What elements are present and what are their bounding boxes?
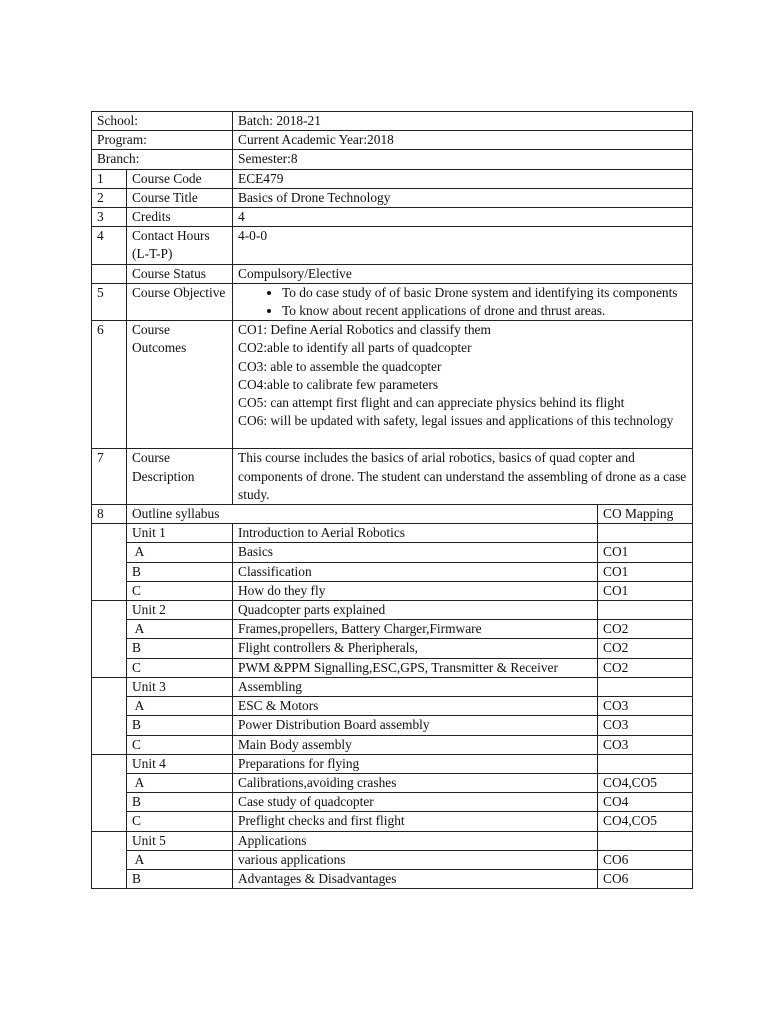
objective-list: [238, 284, 687, 320]
row-number-empty: [92, 264, 127, 283]
topic-row: [92, 735, 693, 754]
branch-row: [92, 150, 693, 169]
unit-name: Unit 3: [127, 677, 233, 696]
topic-key: B: [127, 869, 233, 888]
topic-co: CO2: [598, 639, 693, 658]
topic-row: [92, 716, 693, 735]
topic-row: [92, 793, 693, 812]
topic-co: CO3: [598, 735, 693, 754]
topic-row: [92, 639, 693, 658]
unit-name: Unit 5: [127, 831, 233, 850]
topic-row: [92, 850, 693, 869]
topic-key: A: [127, 543, 233, 562]
topic-key: C: [127, 735, 233, 754]
row-number: 2: [92, 188, 127, 207]
course-outcomes-label: Course Outcomes: [127, 321, 233, 449]
outcome-item: CO6: will be updated with safety, legal issues and applications of this technology: [238, 413, 674, 429]
credits-value: 4: [233, 208, 693, 227]
course-code-row: [92, 169, 693, 188]
contact-hours-value: 4-0-0: [233, 227, 693, 264]
semester-value: Semester:8: [233, 150, 693, 169]
unit-co-empty: [598, 831, 693, 850]
course-outcomes-value: [233, 321, 693, 449]
unit-title: Quadcopter parts explained: [233, 601, 598, 620]
topic-text: Frames,propellers, Battery Charger,Firmware: [233, 620, 598, 639]
topic-text: Flight controllers & Pheripherals,: [233, 639, 598, 658]
unit-title: Introduction to Aerial Robotics: [233, 524, 598, 543]
unit-row: [92, 601, 693, 620]
topic-key: A: [127, 773, 233, 792]
course-objective-row: [92, 283, 693, 320]
topic-row: [92, 869, 693, 888]
topic-text: Main Body assembly: [233, 735, 598, 754]
outcome-item: CO4:able to calibrate few parameters: [238, 376, 439, 392]
unit-title: Assembling: [233, 677, 598, 696]
credits-row: [92, 208, 693, 227]
unit-number-empty: [92, 677, 127, 754]
row-number: 4: [92, 227, 127, 264]
unit-number-empty: [92, 601, 127, 678]
course-status-label: Course Status: [127, 264, 233, 283]
unit-name: Unit 1: [127, 524, 233, 543]
topic-co: CO2: [598, 658, 693, 677]
row-number: 5: [92, 283, 127, 320]
topic-key: B: [127, 562, 233, 581]
outcome-item: CO1: Define Aerial Robotics and classify them: [238, 322, 491, 338]
course-description-label: Course Description: [127, 449, 233, 505]
unit-number-empty: [92, 831, 127, 889]
topic-text: ESC & Motors: [233, 697, 598, 716]
unit-title: Applications: [233, 831, 598, 850]
outcome-item: CO2:able to identify all parts of quadcopter: [238, 340, 472, 356]
topic-key: A: [127, 850, 233, 869]
branch-label: Branch:: [92, 150, 233, 169]
topic-row: [92, 562, 693, 581]
outline-syllabus-label: Outline syllabus: [127, 505, 598, 524]
topic-co: CO4,CO5: [598, 773, 693, 792]
course-outcomes-row: [92, 321, 693, 449]
course-status-row: [92, 264, 693, 283]
topic-text: Classification: [233, 562, 598, 581]
course-code-label: Course Code: [127, 169, 233, 188]
outcome-item: CO5: can attempt first flight and can appreciate physics behind its flight: [238, 395, 625, 411]
course-title-row: [92, 188, 693, 207]
topic-co: CO4: [598, 793, 693, 812]
topic-key: A: [127, 620, 233, 639]
topic-row: [92, 658, 693, 677]
credits-label: Credits: [127, 208, 233, 227]
topic-row: [92, 543, 693, 562]
school-label: School:: [92, 112, 233, 131]
topic-row: [92, 697, 693, 716]
topic-text: Basics: [233, 543, 598, 562]
batch-value: Batch: 2018-21: [233, 112, 693, 131]
outline-syllabus-row: [92, 505, 693, 524]
topic-co: CO2: [598, 620, 693, 639]
topic-key: C: [127, 812, 233, 831]
course-description-value: This course includes the basics of arial robotics, basics of quad copter and components of drone. The student can understand the assembling of drone as a case study.: [233, 449, 693, 505]
topic-row: [92, 581, 693, 600]
topic-text: Calibrations,avoiding crashes: [233, 773, 598, 792]
topic-row: [92, 812, 693, 831]
topic-key: A: [127, 697, 233, 716]
course-syllabus-table: [91, 111, 693, 889]
topic-co: CO1: [598, 562, 693, 581]
topic-co: CO4,CO5: [598, 812, 693, 831]
unit-row: [92, 677, 693, 696]
unit-row: [92, 754, 693, 773]
unit-title: Preparations for flying: [233, 754, 598, 773]
objective-item: • To do case study of of basic Drone system and identifying its components: [282, 284, 687, 302]
objective-item: • To know about recent applications of drone and thrust areas.: [282, 302, 687, 320]
unit-name: Unit 4: [127, 754, 233, 773]
course-status-value: Compulsory/Elective: [233, 264, 693, 283]
course-code-value: ECE479: [233, 169, 693, 188]
topic-co: CO3: [598, 697, 693, 716]
topic-row: [92, 620, 693, 639]
row-number: 8: [92, 505, 127, 524]
topic-row: [92, 773, 693, 792]
course-title-label: Course Title: [127, 188, 233, 207]
topic-co: CO6: [598, 869, 693, 888]
course-description-row: [92, 449, 693, 505]
topic-text: Case study of quadcopter: [233, 793, 598, 812]
topic-co: CO3: [598, 716, 693, 735]
row-number: 7: [92, 449, 127, 505]
contact-hours-row: [92, 227, 693, 264]
unit-name: Unit 2: [127, 601, 233, 620]
program-label: Program:: [92, 131, 233, 150]
topic-text: Power Distribution Board assembly: [233, 716, 598, 735]
topic-co: CO1: [598, 543, 693, 562]
row-number: 3: [92, 208, 127, 227]
unit-row: [92, 831, 693, 850]
unit-co-empty: [598, 754, 693, 773]
unit-number-empty: [92, 754, 127, 831]
course-objective-value: [233, 283, 693, 320]
course-objective-label: Course Objective: [127, 283, 233, 320]
outcome-item: CO3: able to assemble the quadcopter: [238, 358, 442, 374]
program-row: [92, 131, 693, 150]
topic-key: C: [127, 581, 233, 600]
contact-hours-label: Contact Hours (L-T-P): [127, 227, 233, 264]
co-mapping-header: CO Mapping: [598, 505, 693, 524]
unit-co-empty: [598, 677, 693, 696]
topic-co: CO1: [598, 581, 693, 600]
topic-text: Preflight checks and first flight: [233, 812, 598, 831]
unit-co-empty: [598, 524, 693, 543]
unit-number-empty: [92, 524, 127, 601]
row-number: 1: [92, 169, 127, 188]
topic-text: various applications: [233, 850, 598, 869]
topic-text: Advantages & Disadvantages: [233, 869, 598, 888]
course-title-value: Basics of Drone Technology: [233, 188, 693, 207]
topic-text: PWM &PPM Signalling,ESC,GPS, Transmitter & Receiver: [233, 658, 598, 677]
topic-key: B: [127, 793, 233, 812]
topic-co: CO6: [598, 850, 693, 869]
topic-key: B: [127, 639, 233, 658]
academic-year-value: Current Academic Year:2018: [233, 131, 693, 150]
topic-key: B: [127, 716, 233, 735]
unit-co-empty: [598, 601, 693, 620]
school-row: [92, 112, 693, 131]
unit-row: [92, 524, 693, 543]
row-number: 6: [92, 321, 127, 449]
topic-key: C: [127, 658, 233, 677]
topic-text: How do they fly: [233, 581, 598, 600]
